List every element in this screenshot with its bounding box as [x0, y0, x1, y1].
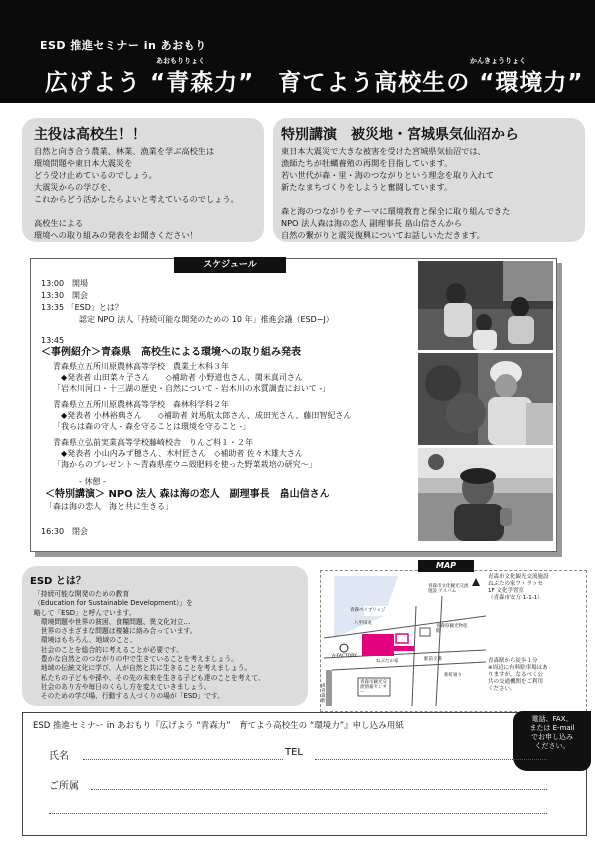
- affiliation-field[interactable]: [91, 789, 547, 790]
- map-label-afactory: A-FACTORY: [332, 654, 357, 659]
- esd-title: ESD とは？: [30, 576, 86, 587]
- map-label: MAP: [418, 560, 474, 572]
- presenters-2: ◆発表者 小林裕典さん ◇補助者 対馬航太郎さん、成田光さん、藤田智紀さん: [61, 411, 352, 420]
- map-label-hakkoda: 八甲田丸: [354, 621, 372, 626]
- photo-forest-work: [418, 353, 553, 445]
- special-lecture-box: [273, 118, 585, 242]
- map-label-street: 新町通り: [444, 673, 462, 678]
- seminar-subtitle: ESD 推進セミナー in あおもり: [40, 39, 207, 52]
- schedule-case-title: ＜事例紹介＞青森県 高校生による環境への取り組み発表: [41, 347, 301, 358]
- affiliation-field-2[interactable]: [49, 813, 547, 814]
- tel-label: TEL: [285, 747, 303, 758]
- school-2: 青森県立五所川原農林高等学校 森林科学科２年: [53, 400, 229, 409]
- special-talk-title: 「森は海の恋人 海と共に生きる」: [45, 502, 173, 511]
- presenters-3: ◆発表者 小山内みず穂さん、木村匠さん ◇補助者 佐々木雄大さん: [61, 449, 303, 458]
- access-map: [321, 576, 486, 706]
- special-lecture-title: 特別講演 被災地・宮城県気仙沼から: [281, 127, 519, 143]
- intro-box: [22, 118, 264, 242]
- schedule-open: 13:00 開場: [41, 279, 89, 288]
- photo-students-field: [418, 261, 553, 350]
- schedule-case-time: 13:45: [41, 336, 65, 345]
- affiliation-label: ご所属: [49, 781, 79, 792]
- application-form: [22, 712, 587, 836]
- schedule-esd-org: 認定 NPO 法人「持続可能な開発のための 10 年」推進会議（ESD−J）: [79, 315, 334, 324]
- application-method-note: 電話、FAX、 または E-mail でお申し込み ください。: [513, 711, 591, 771]
- title-ruby-2: かんきょうりょく: [470, 57, 526, 65]
- special-talk: ＜特別講演＞ NPO 法人 森は海の恋人 副理事長 畠山信さん: [45, 489, 330, 500]
- school-3: 青森県立弘前実業高等学校藤崎校舎 りんご科１・２年: [53, 438, 253, 447]
- map-label-jr-station: JR青森駅: [321, 684, 326, 704]
- title-ruby-1: あおもりりょく: [156, 57, 205, 65]
- special-lecture-text: 東日本大震災で大きな被害を受けた宮城県気仙沼では、 漁師たちが牡蠣養殖の再開を目指しています。 若い世代が森・里・海のつながりという理念を取り入れて 新たなまちづくりをしようと奮闘しています。 森と海のつながりをテーマに環境教育と保全に取り組んできた NPO 法人森は海の恋人 副理事長 畠山信さんから 自然の繋がりと震災復興についてお話しいただきます。: [281, 146, 511, 240]
- theme-2: 「我らは森の守人 - 森を守ることは環境を守ること -」: [53, 422, 251, 431]
- venue-info: 青森市文化観光交流施設 ねぶたの家ワ・ラッセ 1F 文化学習室 （青森市安方 1-1-1） 青森駅から徒歩１分 ※周辺に有料駐車場はあ りますが、なるべく公 共の交通機関をご利用 ください。: [488, 574, 549, 692]
- map-label-bussankan: 青森県観光物産館: [436, 624, 468, 634]
- form-title: ESD 推進セミナー in あおもり『広げよう “青森力” 育てよう高校生の “環境力”』申し込み用紙: [33, 721, 404, 731]
- name-field[interactable]: [83, 759, 283, 760]
- theme-3: 「海からのプレゼント〜青森県産ウニ殻肥料を使った野菜栽培の研究〜」: [53, 460, 317, 469]
- schedule-start: 13:30 開会: [41, 291, 89, 300]
- schedule-label: スケジュール: [174, 257, 286, 273]
- intro-title: 主役は高校生！！: [34, 127, 146, 143]
- schedule-panel: [30, 258, 557, 552]
- schedule-close: 16:30 閉会: [41, 527, 89, 536]
- photo-presenter: [418, 448, 553, 541]
- map-label-info-center: 青森市観光交流情報センター: [360, 680, 387, 695]
- break: - 休憩 -: [79, 477, 106, 486]
- theme-1: 「岩木川河口・十三湖の歴史・自然について - 岩木川の水質調査において -」: [53, 384, 331, 393]
- map-label-nebuta: ねぶたの家: [376, 659, 399, 664]
- map-label-aspam: 青森市文化観光交流施設 アスパム: [428, 584, 469, 594]
- esd-text: 「持続可能な開発のための教育 （Education for Sustainable Development）」を 略して「ESD」と呼んでいます。 環境問題や世界の貧困、食糧問題、異文化対立… 世界のさまざまな問題は複雑に絡み合っています。 環境はもちろん、地域のこと、 社会のことを総合的に考えることが必要です。 豊かな自然とのつながりの中で生きていることを考えましょう。 地域の伝統文化に学び、人が自然と共に生きることを考えましょう。 私たちの子どもや孫や、その先の未来を生きる子ども達のことを考えて、 社会のあり方や毎日のくらし方を変えていきましょう。 そのための学び場、行動する人づくりの場が「ESD」です。: [34, 590, 265, 701]
- map-label-bridge: 青森ベイブリッジ: [350, 608, 386, 613]
- esd-explainer-box: [22, 566, 308, 706]
- presenters-1: ◆発表者 山田菜々子さん ◇補助者 小野道也さん、関米真司さん: [61, 373, 303, 382]
- name-label: 氏名: [49, 751, 69, 762]
- map-label-koban: 駅前交番: [424, 657, 442, 662]
- schedule-esd: 13:35 「ESD」とは？: [41, 303, 123, 312]
- page-title: 広げよう “青森力” 育てよう高校生の “環境力”: [45, 70, 584, 96]
- tel-field[interactable]: [315, 759, 547, 760]
- school-1: 青森県立五所川原農林高等学校 農業土木科３年: [53, 362, 229, 371]
- intro-text: 自然と向き合う農業、林業、漁業を学ぶ高校生は 環境問題や東日本大震災を どう受け止めているのでしょう。 大震災からの学びを、 これからどう活かしたらよいと考えているのでしょう。 高校生による 環境への取り組みの発表をお聞きください！: [34, 146, 239, 240]
- venue-marker: [362, 634, 394, 656]
